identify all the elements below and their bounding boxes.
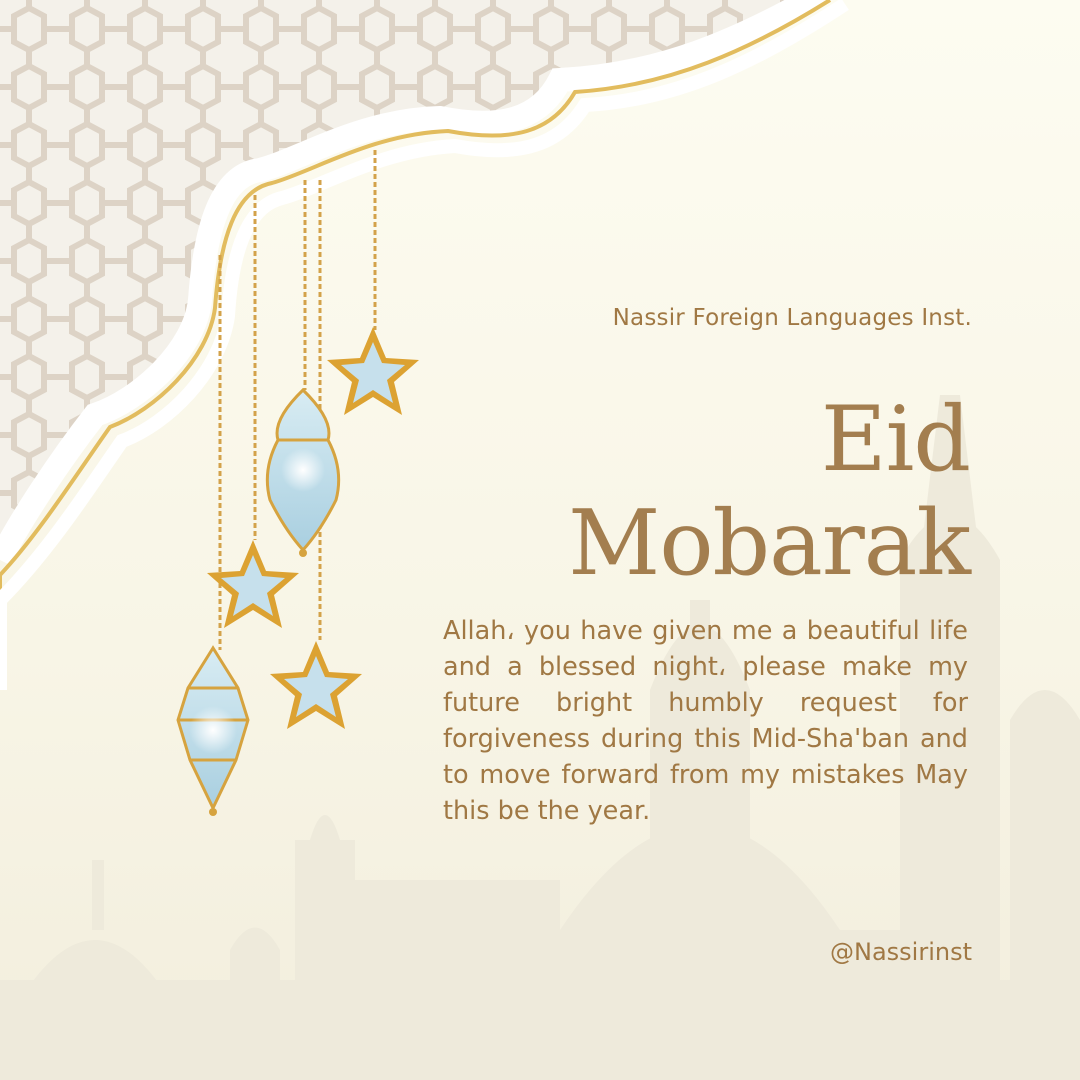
lantern-icon	[267, 390, 338, 557]
social-handle: @Nassirinst	[830, 938, 972, 966]
organization-name: Nassir Foreign Languages Inst.	[612, 305, 972, 331]
star-icon	[270, 641, 362, 729]
headline-line-2: Mobarak	[568, 491, 970, 596]
greeting-headline	[568, 388, 970, 596]
headline-line-1: Eid	[820, 387, 970, 492]
star-icon	[327, 327, 419, 415]
lantern-icon	[178, 648, 248, 816]
greeting-message: Allah، you have given me a beautiful life and a blessed night، please make my future bright humbly request for forgiveness during this Mid-Sha'ban and to move forward from my mistakes May this be the year.	[443, 616, 968, 826]
